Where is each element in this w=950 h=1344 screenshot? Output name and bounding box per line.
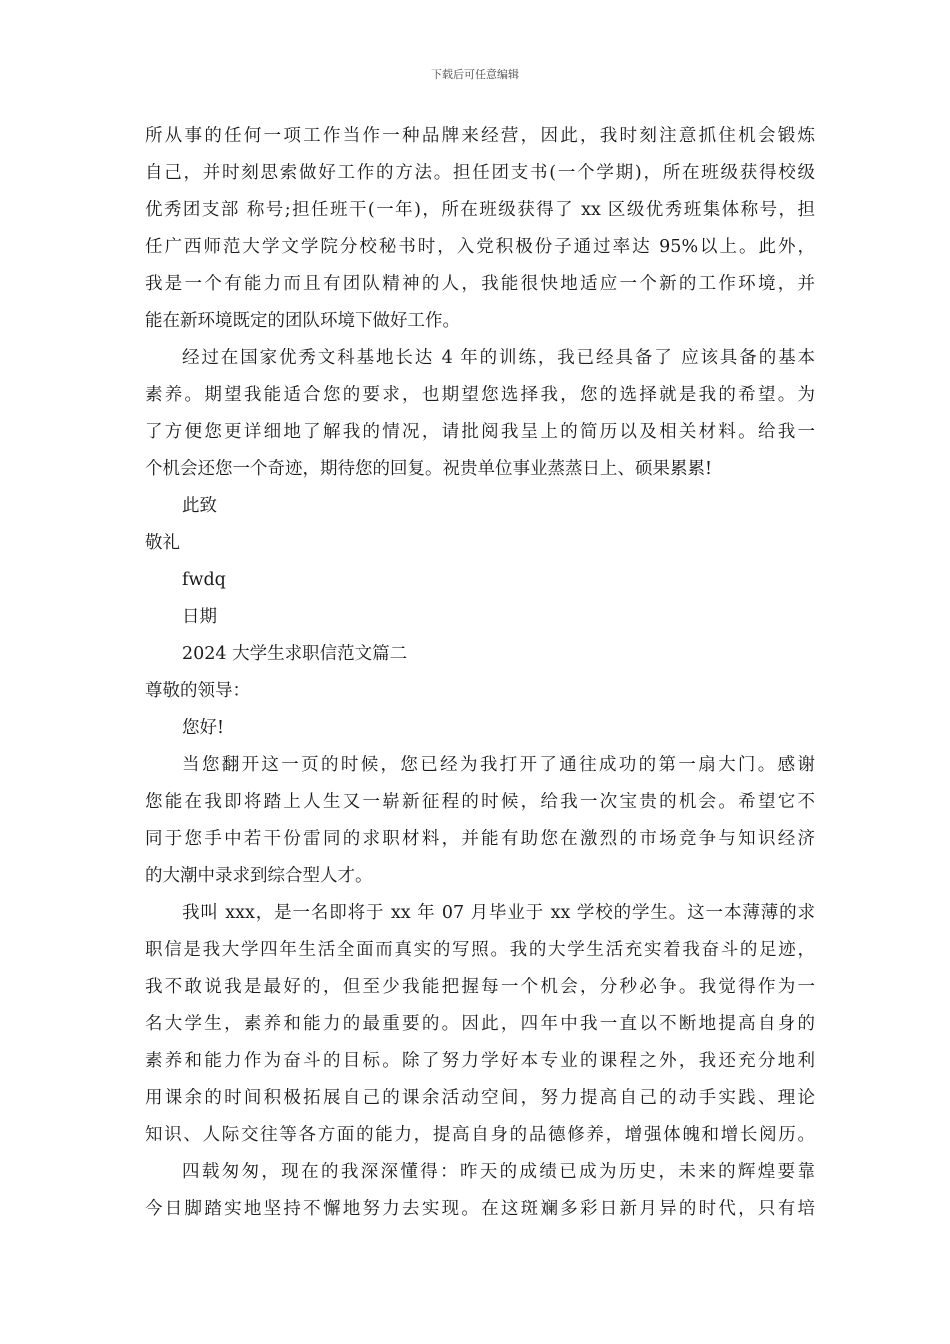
page-header: 下载后可任意编辑 xyxy=(431,68,519,81)
text-line: 您能在我即将踏上人生又一崭新征程的时候，给我一次宝贵的机会。希望它不 xyxy=(145,792,815,812)
text-line: 我是一个有能力而且有团队精神的人，我能很快地适应一个新的工作环境，并 xyxy=(145,274,815,294)
text-line: 个机会还您一个奇迹，期待您的回复。祝贵单位事业蒸蒸日上、硕果累累! xyxy=(145,459,713,479)
text-line: 今日脚踏实地坚持不懈地努力去实现。在这斑斓多彩日新月异的时代，只有培 xyxy=(145,1199,815,1219)
text-line: 您好! xyxy=(182,718,225,738)
text-line: 尊敬的领导： xyxy=(145,681,250,701)
text-line: 所从事的任何一项工作当作一种品牌来经营，因此，我时刻注意抓住机会锻炼 xyxy=(145,126,815,146)
text-line: 名大学生，素养和能力的最重要的。因此，四年中我一直以不断地提高自身的 xyxy=(145,1014,815,1034)
text-line: 优秀团支部 称号;担任班干(一年)，所在班级获得了 xx 区级优秀班集体称号，担 xyxy=(145,200,815,220)
text-line: 同于您手中若干份雷同的求职材料，并能有助您在激烈的市场竞争与知识经济 xyxy=(145,829,815,849)
text-line: 用课余的时间积极拓展自己的课余活动空间，努力提高自己的动手实践、理论 xyxy=(145,1088,815,1108)
text-line: 素养。期望我能适合您的要求，也期望您选择我，您的选择就是我的希望。为 xyxy=(145,385,815,405)
text-line: 的大潮中录求到综合型人才。 xyxy=(145,866,373,886)
text-line: 了方便您更详细地了解我的情况，请批阅我呈上的简历以及相关材料。给我一 xyxy=(145,422,815,442)
text-line: 此致 xyxy=(182,496,217,516)
text-line: 素养和能力作为奋斗的目标。除了努力学好本专业的课程之外，我还充分地利 xyxy=(145,1051,815,1071)
text-line: 日期 xyxy=(182,607,217,627)
text-line: 知识、人际交往等各方面的能力，提高自身的品德修养，增强体魄和增长阅历。 xyxy=(145,1125,815,1145)
text-line: 职信是我大学四年生活全面而真实的写照。我的大学生活充实着我奋斗的足迹， xyxy=(145,940,815,960)
text-line: 能在新环境既定的团队环境下做好工作。 xyxy=(145,311,460,331)
text-line: 2024 大学生求职信范文篇二 xyxy=(182,644,408,664)
text-line: 敬礼 xyxy=(145,533,180,553)
text-line: 自己，并时刻思索做好工作的方法。担任团支书(一个学期)，所在班级获得校级 xyxy=(145,163,815,183)
text-line: 任广西师范大学文学院分校秘书时，入党积极份子通过率达 95%以上。此外， xyxy=(145,237,815,257)
text-line: 我不敢说我是最好的，但至少我能把握每一个机会，分秒必争。我觉得作为一 xyxy=(145,977,815,997)
text-line: 我叫 xxx，是一名即将于 xx 年 07 月毕业于 xx 学校的学生。这一本薄薄的求 xyxy=(182,903,815,923)
document-body xyxy=(145,118,815,1228)
text-line: 当您翻开这一页的时候，您已经为我打开了通往成功的第一扇大门。感谢 xyxy=(182,755,815,775)
text-line: fwdq xyxy=(182,570,226,590)
text-line: 经过在国家优秀文科基地长达 4 年的训练，我已经具备了 应该具备的基本 xyxy=(182,348,815,368)
text-line: 四载匆匆，现在的我深深懂得：昨天的成绩已成为历史，未来的辉煌要靠 xyxy=(182,1162,815,1182)
